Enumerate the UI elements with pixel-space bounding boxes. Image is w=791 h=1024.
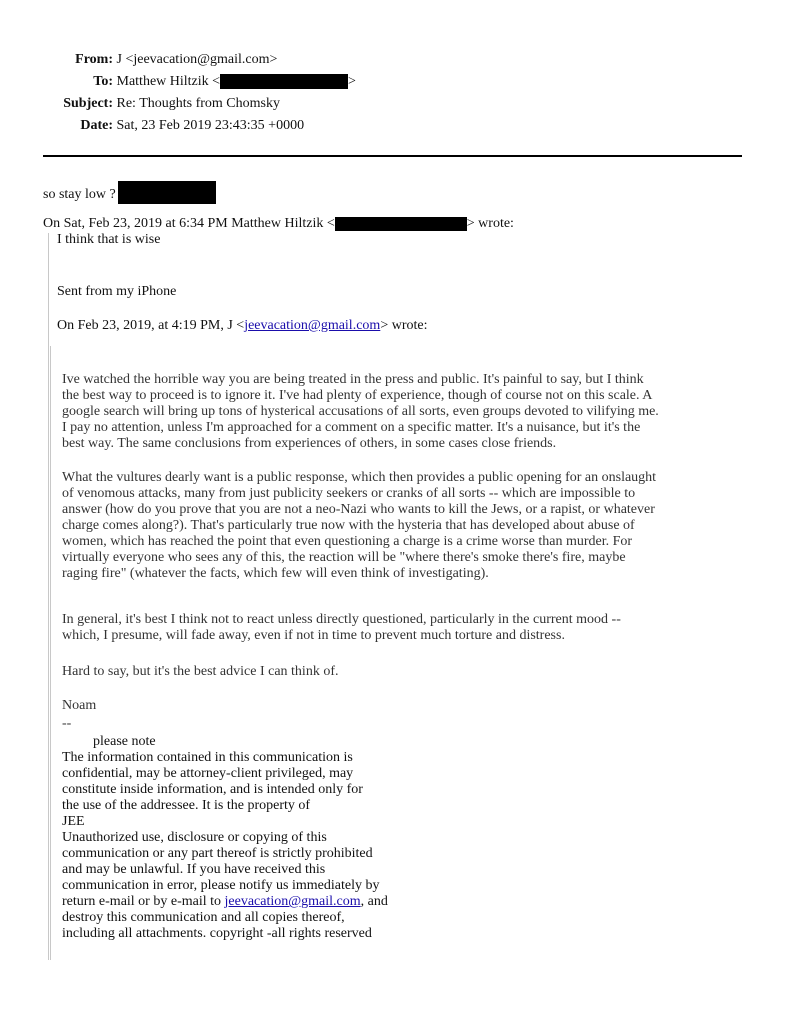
header-divider	[43, 155, 742, 157]
text-line: charge comes along?). That's particularly true now with the hysteria that has developed about abuse of	[62, 518, 635, 533]
text-line: destroy this communication and all copies thereof,	[62, 910, 345, 925]
text-line: and may be unlawful. If you have received this	[62, 862, 326, 877]
quote-bar-outer	[48, 233, 49, 960]
text-line: of venomous attacks, many from just publicity seekers or cranks of all sorts -- which are impossible to	[62, 486, 636, 501]
text-line: google search will bring up tons of hysterical accusations of all sorts, even groups devoted to vilifying me.	[62, 404, 659, 419]
text-line: What the vultures dearly want is a public response, which then provides a public opening for an onslaught	[62, 470, 657, 485]
to-label: To:	[93, 74, 113, 89]
quote2-paragraph-2	[62, 470, 748, 582]
disclaimer-email-link[interactable]: jeevacation@gmail.com	[224, 894, 361, 909]
quote1-attribution-suffix: > wrote:	[466, 216, 514, 231]
text-line: Unauthorized use, disclosure or copying of this	[62, 830, 327, 845]
text-line: constitute inside information, and is intended only for	[62, 782, 363, 797]
text-line: best way. The same conclusions from experiences of others, in some cases close friends.	[62, 436, 557, 451]
subject-value: Re: Thoughts from Chomsky	[116, 96, 280, 111]
to-suffix: >	[348, 74, 356, 89]
date-label: Date:	[80, 118, 113, 133]
date-row	[0, 118, 304, 134]
text-line: The information contained in this communication is	[62, 750, 353, 765]
subject-label: Subject:	[63, 96, 113, 111]
text-line: the use of the addressee. It is the property of	[62, 798, 311, 813]
notify-prefix: return e-mail or by e-mail to	[62, 894, 225, 909]
reply-text: so stay low ?	[43, 187, 116, 202]
text-line: answer (how do you prove that you are not a neo-Nazi who wants to kill the Jews, or a rapist, or whatever	[62, 502, 655, 517]
text-line: which, I presume, will fade away, even if not in time to prevent much torture and distress.	[62, 628, 565, 643]
quote1-attribution-prefix: On Sat, Feb 23, 2019 at 6:34 PM Matthew Hiltzik <	[43, 216, 335, 231]
redaction-box	[220, 74, 348, 89]
disclaimer	[62, 734, 462, 942]
quote2-email-link[interactable]: jeevacation@gmail.com	[244, 318, 381, 333]
reply-line	[43, 181, 216, 204]
notify-suffix: , and	[360, 894, 388, 909]
text-line: I pay no attention, unless I'm approached for a comment on a specific matter. It's a nuisance, but it's the	[62, 420, 641, 435]
quote1-attribution	[43, 216, 514, 232]
disclaimer-notify-line	[62, 894, 462, 910]
redaction-box	[335, 217, 467, 231]
date-value: Sat, 23 Feb 2019 23:43:35 +0000	[116, 118, 305, 133]
quote1-body: I think that is wise	[57, 232, 161, 247]
text-line: communication in error, please notify us immediately by	[62, 878, 380, 893]
text-line: virtually everyone who sees any of this, the reaction will be "where there's smoke there's fire, maybe	[62, 550, 626, 565]
quote2-attribution	[57, 318, 427, 334]
from-value: J <jeevacation@gmail.com>	[116, 52, 278, 67]
quote2-paragraph-3	[62, 612, 748, 644]
subject-row	[0, 96, 280, 112]
quote2-paragraph-4: Hard to say, but it's the best advice I can think of.	[62, 664, 339, 679]
text-line: Ive watched the horrible way you are being treated in the press and public. It's painful to say, but I think	[62, 372, 644, 387]
from-label: From:	[75, 52, 113, 67]
quote1-signature: Sent from my iPhone	[57, 284, 177, 299]
quote2-attribution-suffix: > wrote:	[380, 318, 428, 333]
text-line: including all attachments. copyright -all rights reserved	[62, 926, 372, 941]
text-line: JEE	[62, 814, 85, 829]
text-line: In general, it's best I think not to react unless directly questioned, particularly in the current mood --	[62, 612, 621, 627]
text-line: women, which has reached the point that even questioning a charge is a crime worse than murder. For	[62, 534, 633, 549]
quote2-attribution-prefix: On Feb 23, 2019, at 4:19 PM, J <	[57, 318, 245, 333]
signature-separator: --	[62, 716, 72, 731]
quote2-paragraph-1	[62, 372, 748, 452]
text-line: confidential, may be attorney-client privileged, may	[62, 766, 354, 781]
to-prefix: Matthew Hiltzik <	[116, 74, 221, 89]
disclaimer-heading: please note	[93, 734, 156, 749]
text-line: raging fire" (whatever the facts, which few will even think of investigating).	[62, 566, 489, 581]
text-line: the best way to proceed is to ignore it. I've had plenty of experience, though of course not on this scale. A	[62, 388, 653, 403]
to-row	[0, 74, 356, 90]
quote2-signoff: Noam	[62, 698, 97, 713]
from-row	[0, 52, 277, 68]
quote-bar-inner	[50, 346, 51, 960]
redaction-box	[118, 181, 216, 204]
text-line: communication or any part thereof is strictly prohibited	[62, 846, 373, 861]
